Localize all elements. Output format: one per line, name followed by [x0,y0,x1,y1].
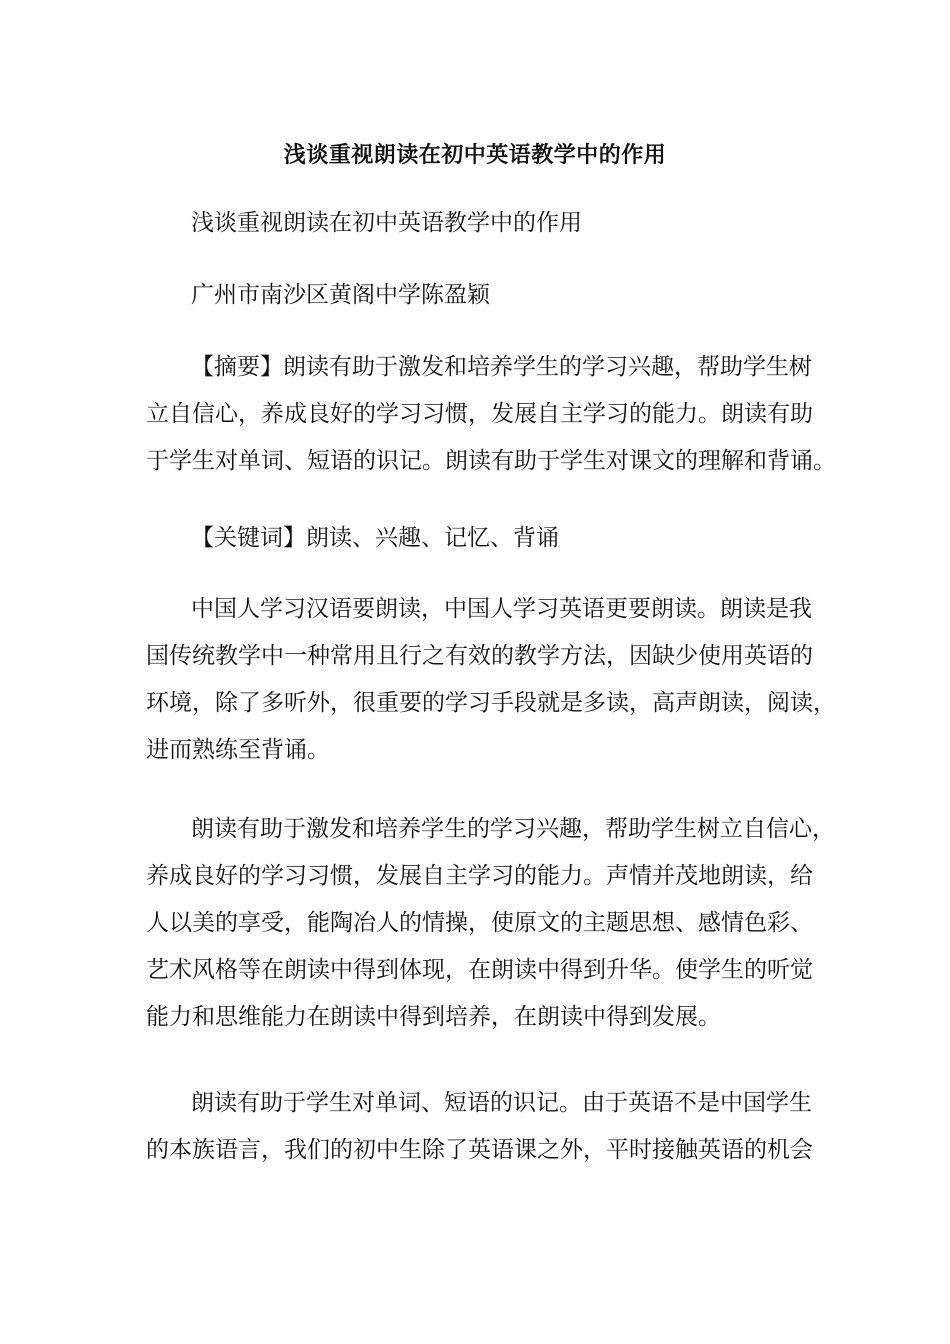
author-text: 广州市南沙区黄阁中学陈盈颖 [191,282,490,308]
paragraph-line: 朗读有助于激发和培养学生的学习兴趣，帮助学生树立自信心， [191,816,835,842]
paragraph-line: 中国人学习汉语要朗读，中国人学习英语更要朗读。朗读是我 [191,596,812,622]
paragraph-line: 人以美的享受，能陶冶人的情操，使原文的主题思想、感情色彩、 [146,910,813,936]
abstract-line: 立自信心，养成良好的学习习惯，发展自主学习的能力。朗读有助 [146,401,813,427]
body-paragraph-3 [146,1080,813,1174]
author-line [146,272,806,319]
paragraph-line: 国传统教学中一种常用且行之有效的教学方法，因缺少使用英语的 [146,643,813,669]
paragraph-line: 艺术风格等在朗读中得到体现，在朗读中得到升华。使学生的听觉 [146,957,813,983]
abstract-line: 于学生对单词、短语的识记。朗读有助于学生对课文的理解和背诵。 [146,448,836,474]
body-paragraph-2 [146,806,835,1041]
paragraph-line: 朗读有助于学生对单词、短语的识记。由于英语不是中国学生 [191,1090,812,1116]
subtitle [146,200,806,247]
subtitle-text: 浅谈重视朗读在初中英语教学中的作用 [191,210,582,236]
abstract-line: 【摘要】朗读有助于激发和培养学生的学习兴趣，帮助学生树 [191,354,812,380]
body-paragraph-1 [146,586,836,774]
document-title: 浅谈重视朗读在初中英语教学中的作用 [283,142,667,168]
paragraph-line: 养成良好的学习习惯，发展自主学习的能力。声情并茂地朗读，给 [146,863,813,889]
paragraph-line: 进而熟练至背诵。 [146,737,330,763]
keywords-text: 【关键词】朗读、兴趣、记忆、背诵 [191,525,559,551]
paragraph-line: 环境，除了多听外，很重要的学习手段就是多读，高声朗读，阅读， [146,690,836,716]
paragraph-line: 的本族语言，我们的初中生除了英语课之外，平时接触英语的机会 [146,1137,813,1163]
keywords-paragraph [146,515,806,562]
abstract-paragraph [146,344,836,485]
paragraph-line: 能力和思维能力在朗读中得到培养，在朗读中得到发展。 [146,1004,721,1030]
